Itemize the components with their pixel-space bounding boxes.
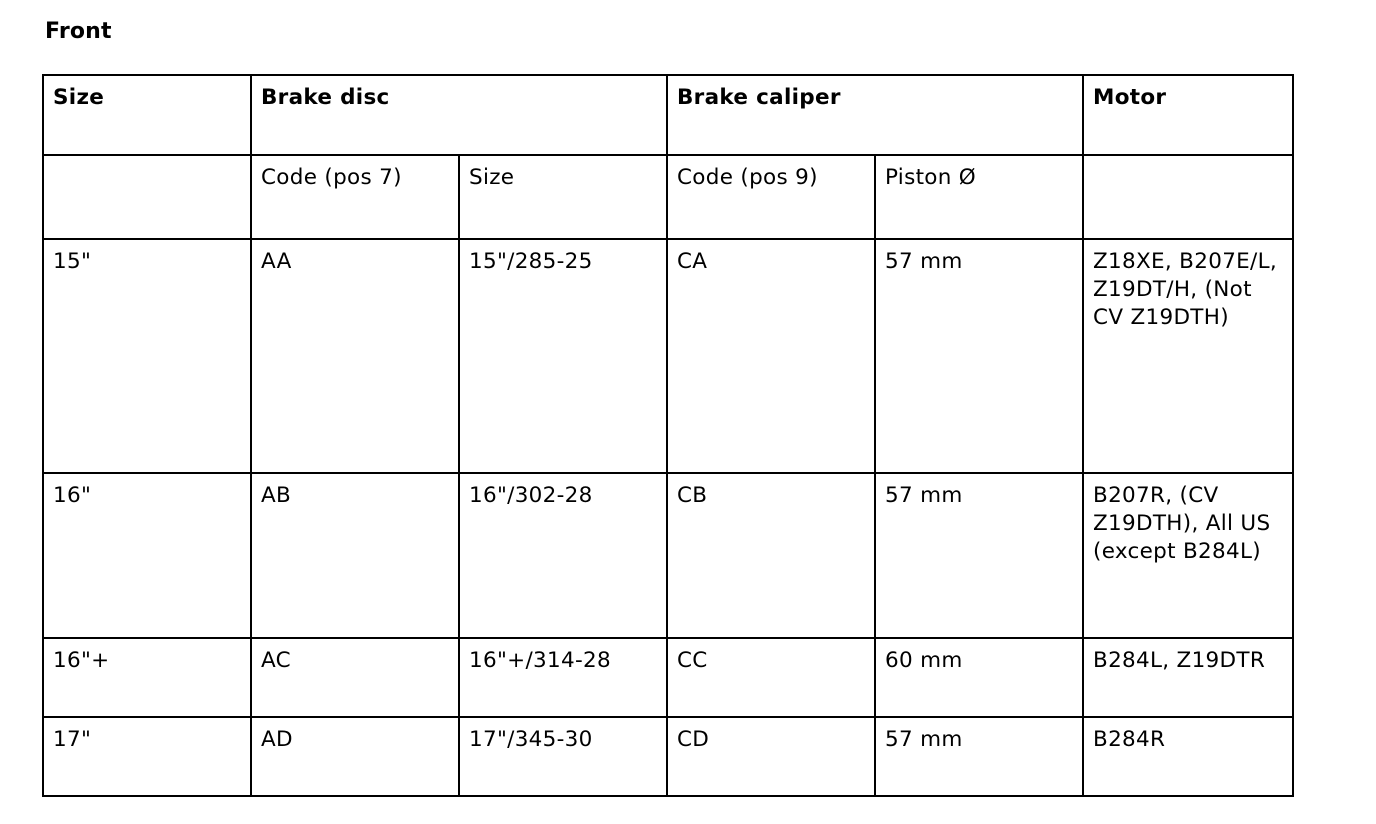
cell-disc-size: 16"+/314-28 (459, 638, 667, 717)
table-row (43, 473, 1293, 638)
cell-disc-size: 15"/285-25 (459, 239, 667, 473)
cell-size: 17" (43, 717, 251, 796)
cell-size: 16"+ (43, 638, 251, 717)
cell-disc-size: 17"/345-30 (459, 717, 667, 796)
header-motor: Motor (1083, 75, 1293, 155)
table-row (43, 638, 1293, 717)
subheader-caliper-code: Code (pos 9) (667, 155, 875, 239)
group-header-row (43, 75, 1293, 155)
subheader-disc-code: Code (pos 7) (251, 155, 459, 239)
cell-disc-code: AA (251, 239, 459, 473)
page-title: Front (45, 19, 112, 44)
header-brake-disc: Brake disc (251, 75, 667, 155)
cell-disc-code: AC (251, 638, 459, 717)
cell-disc-code: AD (251, 717, 459, 796)
table-row (43, 239, 1293, 473)
cell-caliper-code: CD (667, 717, 875, 796)
header-brake-caliper: Brake caliper (667, 75, 1083, 155)
cell-motor: B284R (1083, 717, 1293, 796)
cell-piston: 57 mm (875, 717, 1083, 796)
cell-caliper-code: CC (667, 638, 875, 717)
cell-piston: 57 mm (875, 473, 1083, 638)
subheader-size (43, 155, 251, 239)
header-size: Size (43, 75, 251, 155)
subheader-disc-size: Size (459, 155, 667, 239)
cell-size: 15" (43, 239, 251, 473)
table-row (43, 717, 1293, 796)
cell-caliper-code: CB (667, 473, 875, 638)
cell-motor: B284L, Z19DTR (1083, 638, 1293, 717)
subheader-piston: Piston Ø (875, 155, 1083, 239)
cell-piston: 60 mm (875, 638, 1083, 717)
sub-header-row (43, 155, 1293, 239)
cell-disc-code: AB (251, 473, 459, 638)
cell-motor: Z18XE, B207E/L, Z19DT/H, (Not CV Z19DTH) (1083, 239, 1293, 473)
cell-caliper-code: CA (667, 239, 875, 473)
cell-disc-size: 16"/302-28 (459, 473, 667, 638)
cell-size: 16" (43, 473, 251, 638)
subheader-motor (1083, 155, 1293, 239)
cell-motor: B207R, (CV Z19DTH), All US (except B284L) (1083, 473, 1293, 638)
brake-spec-table (42, 74, 1294, 797)
cell-piston: 57 mm (875, 239, 1083, 473)
